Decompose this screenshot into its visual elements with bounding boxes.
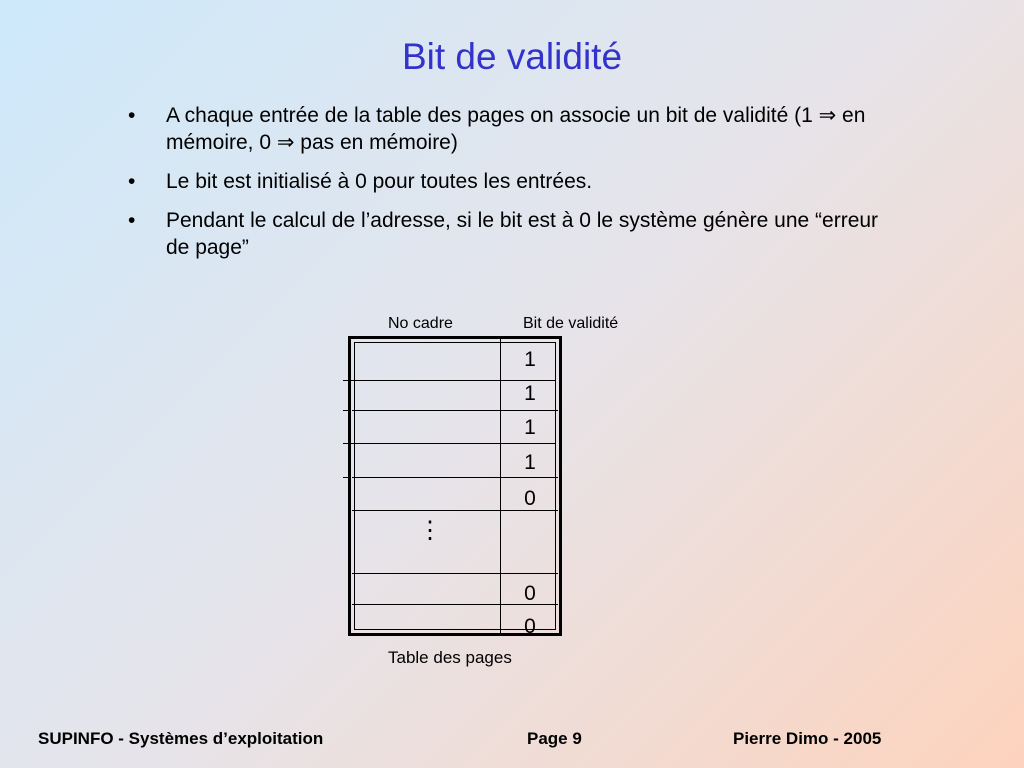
ellipsis-vertical-icon: ⋮ <box>418 517 442 544</box>
bullet-item <box>128 207 888 261</box>
valid-bit-cell: 1 <box>524 416 536 439</box>
bullet-item <box>128 102 888 156</box>
bullet-list <box>128 102 888 273</box>
bullet-marker: • <box>128 170 136 193</box>
row-separator <box>352 410 558 411</box>
row-separator <box>345 443 556 444</box>
valid-bit-cell: 1 <box>524 382 536 405</box>
row-tick <box>343 443 349 444</box>
footer-left: SUPINFO - Systèmes d’exploitation <box>38 729 324 748</box>
valid-bit-cell: 0 <box>524 582 536 605</box>
column-label-valid-bit: Bit de validité <box>523 315 619 332</box>
slide-title: Bit de validité <box>401 36 623 77</box>
row-separator <box>352 477 558 478</box>
bullet-marker: • <box>128 104 136 127</box>
row-tick <box>343 477 349 478</box>
bullet-item <box>128 168 888 195</box>
bullet-text: Le bit est initialisé à 0 pour toutes les entrées. <box>166 170 593 193</box>
row-tick <box>343 410 349 411</box>
bullet-marker: • <box>128 209 136 232</box>
valid-bit-cell: 0 <box>524 615 536 638</box>
footer-right: Pierre Dimo - 2005 <box>733 729 882 748</box>
column-divider <box>500 339 501 633</box>
row-tick <box>343 380 349 381</box>
row-separator <box>352 573 558 574</box>
row-separator <box>345 380 556 381</box>
footer-page-number: Page 9 <box>527 729 582 748</box>
bullet-text: A chaque entrée de la table des pages on associe un bit de validité (1 ⇒ en mémoire, 0 ⇒ pas en mémoire) <box>166 104 866 154</box>
valid-bit-cell: 0 <box>524 487 536 510</box>
column-label-frame: No cadre <box>388 315 453 332</box>
valid-bit-cell: 1 <box>524 451 536 474</box>
bullet-text: Pendant le calcul de l’adresse, si le bit est à 0 le système génère une “erreur de page” <box>166 209 879 259</box>
valid-bit-cell: 1 <box>524 348 536 371</box>
diagram-caption: Table des pages <box>388 648 512 667</box>
